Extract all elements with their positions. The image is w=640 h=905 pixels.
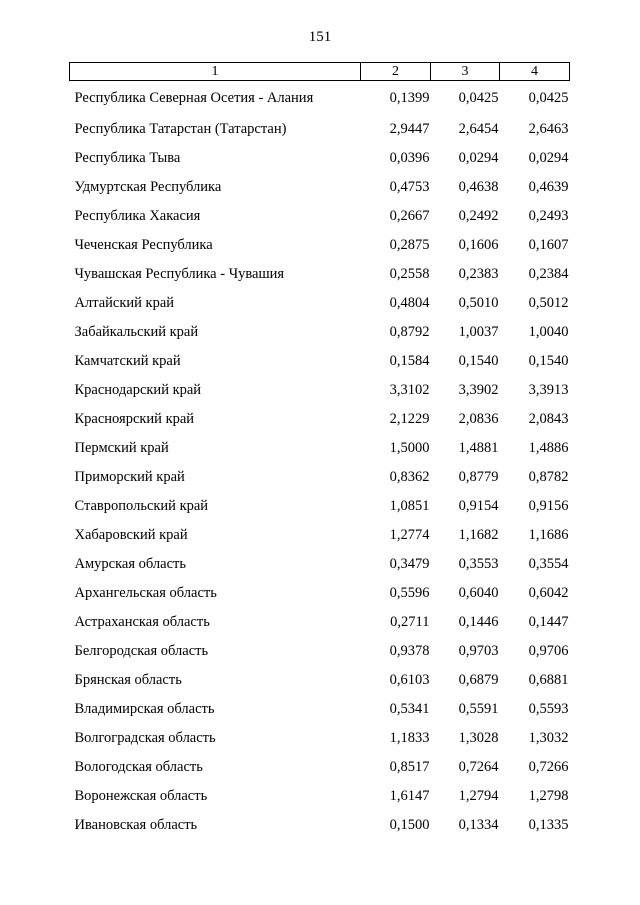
value-col-3-cell: 0,5591 [458,701,499,717]
region-name-cell: Ивановская область [74,817,198,833]
value-col-2-cell: 0,3479 [389,556,430,572]
table-row [70,782,570,811]
value-col-2-cell: 0,1584 [389,353,430,369]
value-col-4-cell: 0,6042 [528,585,569,601]
region-name-cell: Республика Татарстан (Татарстан) [74,121,287,137]
region-name-cell: Брянская область [74,672,182,688]
table-row [70,492,570,521]
table-row [70,202,570,231]
value-col-2-cell: 1,1833 [389,730,430,746]
table-row [70,81,570,116]
region-name-cell: Архангельская область [74,585,217,601]
value-col-3-cell: 1,1682 [458,527,499,543]
value-col-2-cell: 0,2875 [389,237,430,253]
value-col-3-cell: 0,6040 [458,585,499,601]
region-name-cell: Красноярский край [74,411,195,427]
value-col-2-cell: 0,8517 [389,759,430,775]
value-col-2-cell: 0,5341 [389,701,430,717]
value-col-2-cell: 1,0851 [389,498,430,514]
table-row [70,666,570,695]
value-col-3-cell: 0,8779 [458,469,499,485]
value-col-4-cell: 1,1686 [528,527,569,543]
region-name-cell: Забайкальский край [74,324,199,340]
region-name-cell: Республика Хакасия [74,208,201,224]
value-col-4-cell: 0,3554 [528,556,569,572]
region-name-cell: Краснодарский край [74,382,202,398]
value-col-4-cell: 0,6881 [528,672,569,688]
value-col-2-cell: 0,0396 [389,150,430,166]
region-name-cell: Ставропольский край [74,498,209,514]
value-col-3-cell: 0,4638 [458,179,499,195]
table-row [70,695,570,724]
value-col-2-cell: 0,2667 [389,208,430,224]
value-col-3-cell: 0,1334 [458,817,499,833]
value-col-3-cell: 3,3902 [458,382,499,398]
region-name-cell: Астраханская область [74,614,210,630]
region-name-cell: Пермский край [74,440,169,456]
table-header [70,63,570,81]
value-col-4-cell: 0,2493 [528,208,569,224]
table-row [70,724,570,753]
value-col-3-cell: 0,0425 [458,90,499,106]
region-name-cell: Камчатский край [74,353,181,369]
value-col-3-cell: 2,6454 [458,121,499,137]
value-col-4-cell: 0,5012 [528,295,569,311]
value-col-2-cell: 1,2774 [389,527,430,543]
region-name-cell: Волгоградская область [74,730,216,746]
value-col-2-cell: 2,9447 [389,121,430,137]
region-name-cell: Хабаровский край [74,527,188,543]
value-col-2-cell: 0,8792 [389,324,430,340]
header-row [70,63,570,81]
value-col-4-cell: 1,3032 [528,730,569,746]
table-row [70,434,570,463]
value-col-2-cell: 0,5596 [389,585,430,601]
data-table [69,62,570,840]
value-col-2-cell: 1,6147 [389,788,430,804]
value-col-3-cell: 1,0037 [458,324,499,340]
table-row [70,318,570,347]
region-name-cell: Приморский край [74,469,185,485]
table-row [70,173,570,202]
value-col-3-cell: 0,2492 [458,208,499,224]
value-col-2-cell: 0,4804 [389,295,430,311]
table-row [70,231,570,260]
value-col-2-cell: 0,1500 [389,817,430,833]
value-col-4-cell: 2,6463 [528,121,569,137]
table-row [70,376,570,405]
table-row [70,463,570,492]
table-row [70,550,570,579]
value-col-3-cell: 0,9154 [458,498,499,514]
value-col-3-cell: 1,4881 [458,440,499,456]
value-col-3-cell: 0,2383 [458,266,499,282]
value-col-4-cell: 0,1335 [528,817,569,833]
value-col-3-cell: 0,6879 [458,672,499,688]
value-col-3-cell: 0,1446 [458,614,499,630]
region-name-cell: Владимирская область [74,701,215,717]
header-col-4: 4 [500,63,570,81]
table-row [70,289,570,318]
value-col-2-cell: 1,5000 [389,440,430,456]
table-row [70,260,570,289]
value-col-2-cell: 0,8362 [389,469,430,485]
value-col-4-cell: 3,3913 [528,382,569,398]
region-name-cell: Республика Северная Осетия - Алания [74,90,314,106]
value-col-4-cell: 0,0294 [528,150,569,166]
value-col-2-cell: 0,1399 [389,90,430,106]
value-col-3-cell: 0,3553 [458,556,499,572]
region-name-cell: Чеченская Республика [74,237,213,253]
value-col-4-cell: 1,2798 [528,788,569,804]
value-col-3-cell: 0,7264 [458,759,499,775]
value-col-4-cell: 0,9706 [528,643,569,659]
region-name-cell: Воронежская область [74,788,208,804]
value-col-4-cell: 2,0843 [528,411,569,427]
value-col-4-cell: 0,7266 [528,759,569,775]
value-col-4-cell: 0,2384 [528,266,569,282]
value-col-3-cell: 0,1540 [458,353,499,369]
value-col-3-cell: 0,5010 [458,295,499,311]
table-row [70,347,570,376]
value-col-2-cell: 0,2711 [390,614,430,630]
region-name-cell: Алтайский край [74,295,175,311]
table-row [70,405,570,434]
region-name-cell: Вологодская область [74,759,203,775]
table-row [70,608,570,637]
value-col-2-cell: 3,3102 [389,382,430,398]
value-col-4-cell: 0,9156 [528,498,569,514]
page-number: 151 [308,29,332,45]
region-name-cell: Республика Тыва [74,150,181,166]
region-name-cell: Чувашская Республика - Чувашия [74,266,285,282]
value-col-2-cell: 0,4753 [389,179,430,195]
value-col-4-cell: 0,1540 [528,353,569,369]
value-col-4-cell: 0,0425 [528,90,569,106]
value-col-4-cell: 0,1447 [528,614,569,630]
value-col-2-cell: 0,6103 [389,672,430,688]
table-row [70,579,570,608]
header-col-2: 2 [361,63,431,81]
region-name-cell: Белгородская область [74,643,209,659]
value-col-2-cell: 0,2558 [389,266,430,282]
value-col-2-cell: 2,1229 [389,411,430,427]
value-col-3-cell: 0,1606 [458,237,499,253]
value-col-4-cell: 0,8782 [528,469,569,485]
value-col-4-cell: 0,1607 [528,237,569,253]
header-col-3: 3 [431,63,500,81]
value-col-3-cell: 0,9703 [458,643,499,659]
table-row [70,521,570,550]
value-col-3-cell: 1,2794 [458,788,499,804]
value-col-3-cell: 1,3028 [458,730,499,746]
table-row [70,753,570,782]
header-col-1: 1 [70,63,361,81]
value-col-4-cell: 0,5593 [528,701,569,717]
table-row [70,811,570,840]
region-name-cell: Удмуртская Республика [74,179,222,195]
table-row [70,637,570,666]
region-name-cell: Амурская область [74,556,186,572]
value-col-4-cell: 1,0040 [528,324,569,340]
value-col-4-cell: 0,4639 [528,179,569,195]
value-col-3-cell: 2,0836 [458,411,499,427]
value-col-2-cell: 0,9378 [389,643,430,659]
value-col-4-cell: 1,4886 [528,440,569,456]
table-row [70,144,570,173]
value-col-3-cell: 0,0294 [458,150,499,166]
table-body [70,81,570,841]
table-row [70,115,570,144]
